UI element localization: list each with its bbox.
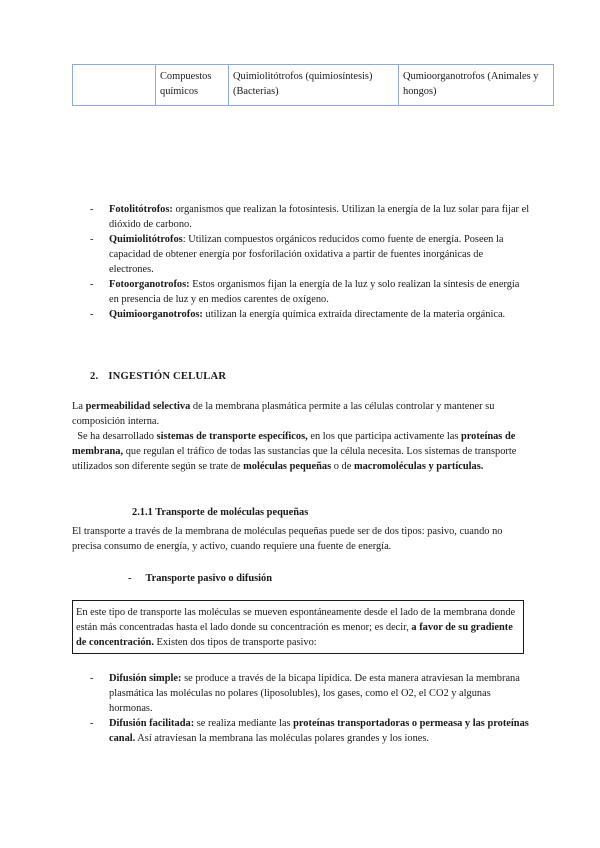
list-text: se produce a través de la bicapa lipídica. De esta manera atraviesan la membrana plasmática las moléculas no polares (liposolubles), los gases, como el O2, el CO2 y algunas hormonas.: [109, 673, 520, 714]
bold-term: proteínas de membrana,: [72, 431, 516, 457]
list-item: [90, 202, 530, 232]
passive-transport-box: [72, 600, 524, 654]
diffusion-types-list: [90, 671, 530, 746]
list-term: Fotolitótrofos:: [109, 204, 173, 215]
text: Existen dos tipos de transporte pasivo:: [153, 637, 317, 648]
text: de la membrana plasmática permite a las células controlar y mantener su composición interna.: [72, 401, 495, 427]
bold-term: permeabilidad selectiva: [85, 401, 191, 412]
bold-term: proteínas transportadoras o permeasa y las proteínas canal.: [109, 718, 529, 744]
list-text: Así atraviesan la membrana las moléculas polares grandes y los iones.: [135, 733, 430, 744]
list-text: se realiza mediante las: [194, 718, 294, 729]
table-cell-quimiolitotrofos: Quimiolitótrofos (quimiosíntesis) (Bacterias): [229, 65, 399, 106]
organism-types-list: [90, 202, 530, 322]
section-number: 2.: [90, 371, 99, 382]
section-title: INGESTIÓN CELULAR: [108, 371, 227, 382]
paragraph-transport-systems: [72, 429, 532, 474]
paragraph-permeability: [72, 399, 532, 429]
text: Se ha desarrollado: [72, 431, 157, 442]
passive-transport-heading: [128, 571, 272, 586]
list-term: Fotoorganotrofos:: [109, 279, 190, 290]
list-item: [90, 671, 530, 716]
list-item: [90, 716, 530, 746]
list-dash: -: [90, 673, 94, 684]
list-text: utilizan la energía química extraída directamente de la materia orgánica.: [202, 309, 506, 320]
list-dash: -: [90, 718, 94, 729]
bold-term: a favor de su gradiente de concentración.: [76, 622, 513, 648]
list-text: organismos que realizan la fotosíntesis. Utilizan la energía de la luz solar para fijar el dióxido de carbono.: [109, 204, 530, 230]
list-dash: -: [128, 573, 132, 584]
paragraph-small-molecules: El transporte a través de la membrana de moléculas pequeñas puede ser de dos tipos: pasivo, cuando no precisa consumo de energía, y activo, cuando requiere una fuente de energía.: [72, 526, 503, 552]
subsection-heading: 2.1.1 Transporte de moléculas pequeñas: [132, 507, 309, 518]
list-text: Estos organismos fijan la energía de la luz y solo realizan la síntesis de energía en presencia de luz y en medios carentes de oxígeno.: [109, 279, 520, 305]
table-cell-empty: [73, 65, 156, 106]
list-dash: -: [90, 309, 94, 320]
list-item: [90, 232, 530, 277]
table-cell-quimioorganotrofos: Qumioorganotrofos (Animales y hongos): [399, 65, 554, 106]
list-term: Difusión simple:: [109, 673, 182, 684]
passive-transport-title: Transporte pasivo o difusión: [145, 573, 273, 584]
list-text: : Utilizan compuestos orgánicos reducidos como fuente de energía. Poseen la capacidad de obtener energía por fosforilación oxidativa a partir de fuentes inorgánicas de electrones.: [109, 234, 504, 275]
list-term: Difusión facilitada:: [109, 718, 195, 729]
section-heading: [90, 369, 226, 384]
organism-classification-table: [72, 64, 554, 106]
text: en los que participa activamente las: [307, 431, 461, 442]
table-cell-compuestos: Compuestos químicos: [156, 65, 229, 106]
list-term: Quimiolitótrofos: [109, 234, 183, 245]
text: La: [72, 401, 86, 412]
list-item: [90, 307, 530, 322]
list-dash: -: [90, 234, 94, 245]
list-item: [90, 277, 530, 307]
table-row: [73, 65, 554, 106]
bold-term: macromoléculas y partículas.: [353, 461, 484, 472]
bold-term: sistemas de transporte específicos,: [156, 431, 308, 442]
list-dash: -: [90, 279, 94, 290]
list-term: Quimioorganotrofos:: [109, 309, 203, 320]
text: que regulan el tráfico de todas las sustancias que la célula necesita. Los sistemas de transporte utilizados son diferente según se trate de: [72, 446, 517, 472]
text: o de: [331, 461, 354, 472]
list-dash: -: [90, 204, 94, 215]
bold-term: moléculas pequeñas: [243, 461, 332, 472]
text: En este tipo de transporte las moléculas se mueven espontáneamente desde el lado de la membrana donde están más concentradas hasta el lado donde su concentración es menor; es decir,: [76, 607, 516, 633]
